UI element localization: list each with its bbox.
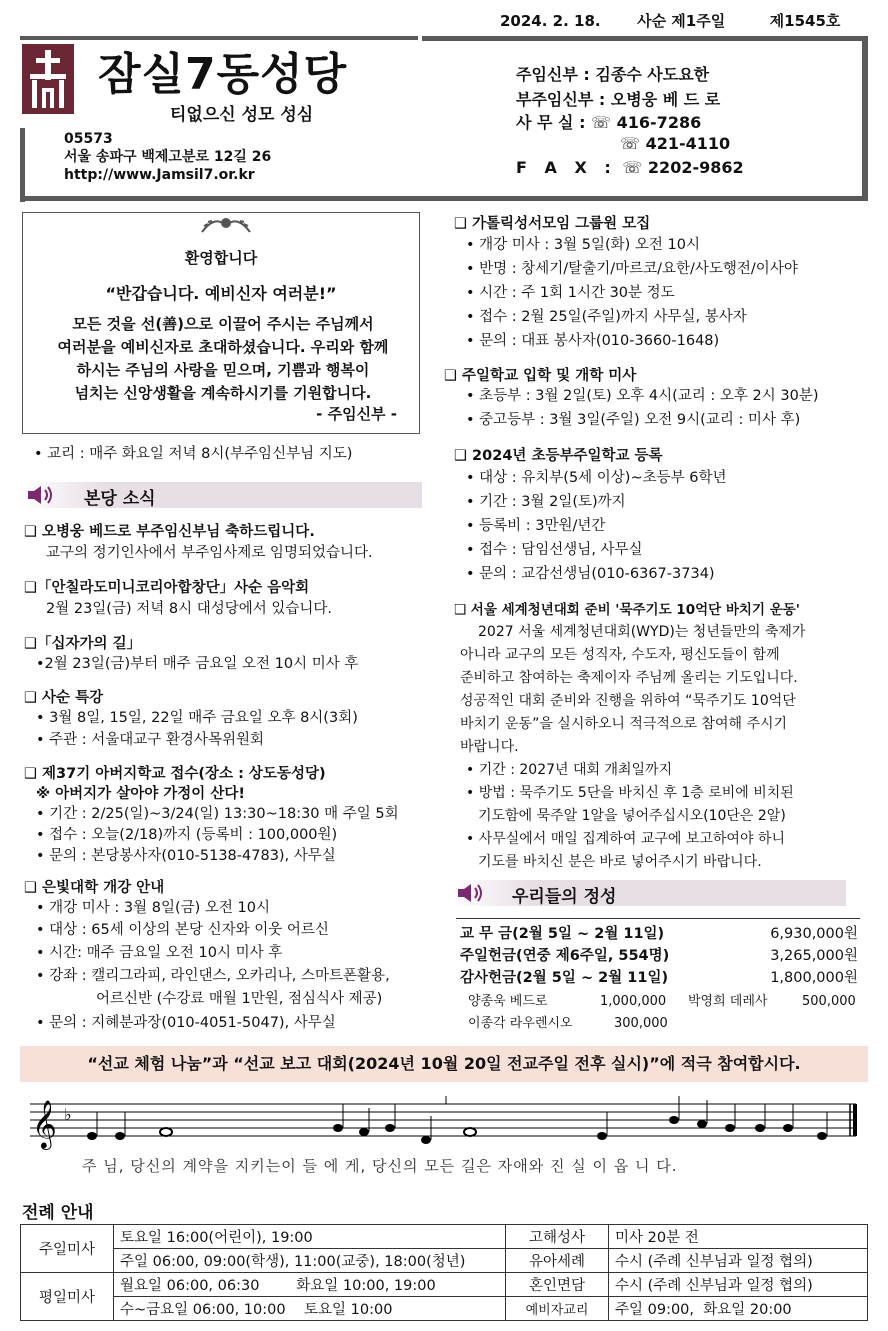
sacrament-info: 주일 09:00, 화요일 20:00 — [609, 1297, 868, 1321]
offering-label — [460, 924, 664, 944]
header-bottom-rule — [20, 196, 868, 201]
welcome-title: 환영합니다 — [184, 249, 258, 267]
news-bullet-cont: 어르신반 (수강료 매월 1만원, 점심식사 제공) — [96, 991, 383, 1007]
welcome-line: 하시는 주님의 사랑을 믿으며, 기쁨과 행복이 — [76, 361, 370, 379]
news-bullet: • 문의 : 지혜분과장(010-4051-5047), 사무실 — [36, 1015, 336, 1031]
liturgy-title: 전례 안내 — [22, 1203, 94, 1223]
news-bullet: • 기간 : 2027년 대회 개최일까지 — [466, 762, 673, 778]
liturgy-label: 주일미사 — [21, 1225, 114, 1273]
news-body: 교구의 정기인사에서 부주임사제로 임명되었습니다. — [46, 545, 373, 561]
news-bullet-cont: 기도를 바치신 분은 바로 넣어주시기 바랍니다. — [478, 854, 762, 870]
sacrament-info: 미사 20분 전 — [609, 1225, 868, 1249]
news-bullet: • 기간 : 2/25(일)~3/24(일) 13:30~18:30 매 주일 5회 — [36, 806, 399, 822]
svg-text:𝄞: 𝄞 — [32, 1099, 57, 1148]
speaker-icon — [26, 484, 52, 506]
issue-line — [500, 10, 880, 31]
table-row — [21, 1249, 868, 1273]
zip-code: 05573 — [64, 131, 113, 147]
sacrament-label: 예비자교리 — [506, 1297, 609, 1321]
news-bullet: • 문의 : 대표 봉사자(010-3660-1648) — [466, 333, 720, 349]
office-line — [516, 110, 701, 133]
table-row — [21, 1297, 868, 1321]
office-phone-2: ☏ 421-4110 — [620, 134, 731, 153]
news-paragraph: 2027 서울 세계청년대회(WYD)는 청년들만의 축제가 — [478, 624, 806, 640]
news-bullet: • 3월 8일, 15일, 22일 매주 금요일 오후 8시(3회) — [36, 710, 358, 726]
sacrament-label: 혼인면담 — [506, 1273, 609, 1297]
news-paragraph: 성공적인 대회 준비와 진행을 위하여 “묵주기도 10억단 — [460, 693, 796, 709]
sacrament-info: 수시 (주례 신부님과 일정 협의) — [609, 1249, 868, 1273]
donor-name: 양종욱 베드로 — [468, 994, 548, 1009]
news-bullet: • 주관 : 서울대교구 환경사목위원회 — [36, 732, 264, 748]
liturgy-table — [20, 1224, 868, 1321]
section-title-parish-news: 본당 소식 — [84, 489, 156, 509]
news-bullet: • 대상 : 65세 이상의 본당 신자와 이웃 어르신 — [36, 922, 329, 938]
laurel-ornament-icon — [196, 214, 256, 234]
news-subtitle: ※ 아버지가 살아야 가정이 산다! — [36, 786, 245, 802]
donor-value: 1,000,000 — [600, 994, 667, 1009]
offering-name: 주일헌금(연중 제6주일, 554명) — [460, 948, 670, 964]
donor-name: 박영희 데레사 — [688, 994, 768, 1009]
sacrament-label: 고해성사 — [506, 1225, 609, 1249]
mission-banner: “선교 체험 나눔”과 “선교 보고 대회(2024년 10월 20일 전교주일 전후 실시)”에 적극 참여합시다. — [20, 1046, 868, 1082]
welcome-box — [22, 212, 420, 434]
address-block — [64, 130, 271, 184]
sacrament-label: 유아세례 — [506, 1249, 609, 1273]
news-title: ❑ 주일학교 입학 및 개학 미사 — [444, 368, 637, 384]
fax-label: F A X : — [516, 158, 617, 177]
news-bullet: • 기간 : 3월 2일(토)까지 — [466, 494, 626, 510]
table-row — [21, 1273, 868, 1297]
news-bullet: • 사무실에서 매일 집계하여 교구에 보고하여야 하니 — [466, 831, 785, 847]
news-title: ❑ 2024년 초등부주일학교 등록 — [454, 448, 663, 464]
news-bullet: • 개강 미사 : 3월 8일(금) 오전 10시 — [36, 900, 270, 916]
fax-line — [516, 158, 744, 177]
section-title-offerings: 우리들의 정성 — [512, 887, 617, 907]
news-bullet: • 접수 : 담임선생님, 사무실 — [466, 542, 643, 558]
psalm-lyrics: 주 님, 당신의 계약을 지키는이 들 에 게, 당신의 모든 길은 자애와 진 실 이 옵 니 다. — [82, 1157, 678, 1175]
donor-name: 이종각 라우렌시오 — [468, 1016, 573, 1031]
fax-number: ☏ 2202-9862 — [622, 158, 744, 177]
news-bullet: • 시간: 매주 금요일 오전 10시 미사 후 — [36, 945, 283, 961]
church-logo-icon — [22, 44, 74, 114]
liturgy-label: 평일미사 — [21, 1273, 114, 1321]
news-bullet: • 시간 : 주 1회 1시간 30분 정도 — [466, 285, 675, 301]
news-paragraph: 바치기 운동”을 실시하오니 적극적으로 참여해 주시기 — [460, 716, 788, 732]
welcome-line: 모든 것을 선(善)으로 이끌어 주시는 주님께서 — [72, 315, 374, 333]
news-bullet: • 방법 : 묵주기도 5단을 바치신 후 1층 로비에 비치된 — [466, 785, 794, 801]
speaker-icon — [456, 882, 482, 904]
welcome-quote: “반갑습니다. 예비신자 여러분!” — [105, 284, 337, 303]
welcome-line: 여러분을 예비신자로 초대하셨습니다. 우리와 함께 — [57, 338, 389, 356]
news-title: ❑ 가톨릭성서모임 그룹원 모집 — [454, 216, 651, 232]
news-bullet: • 개강 미사 : 3월 5일(화) 오전 10시 — [466, 237, 700, 253]
news-bullet: • 등록비 : 3만원/년간 — [466, 518, 606, 534]
catechism-note: • 교리 : 매주 화요일 저녁 8시(부주임신부님 지도) — [34, 446, 353, 462]
news-bullet: • 초등부 : 3월 2일(토) 오후 4시(교리 : 오후 2시 30분) — [466, 388, 819, 404]
church-name: 잠실7동성당 — [98, 49, 348, 100]
table-row — [21, 1225, 868, 1249]
news-title: ❑ 서울 세계청년대회 준비 '묵주기도 10억단 바치기 운동' — [454, 602, 800, 618]
section-bar-parish-news — [22, 482, 422, 508]
offering-value: 1,800,000원 — [770, 970, 858, 986]
donor-value: 300,000 — [614, 1016, 668, 1031]
assistant-line: 부주임신부 : 오병웅 베 드 로 — [516, 90, 721, 109]
offering-value: 3,265,000원 — [770, 948, 858, 964]
news-title: ❑「안칠라도미니코리아합창단」사순 음악회 — [24, 580, 310, 596]
news-paragraph: 아니라 교구의 모든 성직자, 수도자, 평신도들이 함께 — [460, 647, 780, 663]
offering-label — [460, 946, 669, 966]
website-link[interactable]: http://www.Jamsil7.or.kr — [64, 167, 255, 183]
news-title: ❑ 오병웅 베드로 부주임신부님 축하드립니다. — [24, 524, 315, 540]
news-paragraph: 준비하고 참여하는 축제이자 주님께 올리는 기도입니다. — [460, 670, 798, 686]
news-title: ❑ 은빛대학 개강 안내 — [24, 880, 165, 896]
news-bullet: • 접수 : 오늘(2/18)까지 (등록비 : 100,000원) — [36, 827, 338, 843]
liturgy-time: 월요일 06:00, 06:30 화요일 10:00, 19:00 — [114, 1273, 506, 1297]
offering-label — [460, 968, 668, 988]
office-label: 사 무 실 : — [516, 113, 586, 132]
issue-number: 제1545호 — [769, 12, 841, 30]
news-title: ❑「십자가의 길」 — [24, 636, 142, 652]
news-bullet-cont: 기도함에 묵주알 1알을 넣어주십시오(10단은 2알) — [478, 808, 786, 824]
liturgical-week: 사순 제1주일 — [637, 12, 726, 30]
liturgy-time: 토요일 16:00(어린이), 19:00 — [114, 1225, 506, 1249]
offering-name: 감사헌금(2월 5일 ~ 2월 11일) — [460, 970, 669, 986]
issue-date: 2024. 2. 18. — [500, 12, 601, 30]
offering-name: 교 무 금(2월 5일 ~ 2월 11일) — [460, 926, 665, 942]
news-body: 2월 23일(금) 저녁 8시 대성당에서 있습니다. — [46, 601, 332, 617]
street-address: 서울 송파구 백제고분로 12길 26 — [64, 149, 272, 165]
left-rule — [20, 128, 25, 202]
news-bullet: • 반명 : 창세기/탈출기/마르코/요한/사도행전/이사야 — [466, 261, 798, 277]
liturgy-time: 주일 06:00, 09:00(학생), 11:00(교중), 18:00(청년) — [114, 1249, 506, 1273]
donor-value: 500,000 — [802, 994, 856, 1009]
welcome-signature: - 주임신부 - — [316, 405, 397, 423]
news-bullet: • 문의 : 본당봉사자(010-5138-4783), 사무실 — [36, 848, 336, 864]
music-staff — [30, 1094, 860, 1154]
info-box-top-rule — [422, 36, 868, 41]
pastor-line: 주임신부 : 김종수 사도요한 — [516, 65, 710, 84]
patron-name: 티없으신 성모 성심 — [170, 105, 314, 125]
sacrament-info: 수시 (주례 신부님과 일정 협의) — [609, 1273, 868, 1297]
news-bullet: • 문의 : 교감선생님(010-6367-3734) — [466, 566, 715, 582]
news-bullet: • 강좌 : 캘리그라피, 라인댄스, 오카리나, 스마트폰활용, — [36, 968, 390, 984]
news-title: ❑ 사순 특강 — [24, 690, 104, 706]
office-phone-1: ☏ 416-7286 — [591, 113, 702, 132]
liturgy-time: 수~금요일 06:00, 10:00 토요일 10:00 — [114, 1297, 506, 1321]
offering-value: 6,930,000원 — [770, 926, 858, 942]
news-bullet: • 중고등부 : 3월 3일(주일) 오전 9시(교리 : 미사 후) — [466, 412, 801, 428]
info-box-right-rule — [862, 36, 868, 201]
news-title: ❑ 제37기 아버지학교 접수(장소 : 상도동성당) — [24, 766, 326, 782]
news-bullet: • 대상 : 유치부(5세 이상)~초등부 6학년 — [466, 470, 727, 486]
news-body: •2월 23일(금)부터 매주 금요일 오전 10시 미사 후 — [36, 656, 359, 672]
news-paragraph: 바랍니다. — [460, 739, 519, 755]
welcome-body — [43, 313, 403, 405]
svg-text:♭: ♭ — [64, 1105, 72, 1124]
offerings-rule — [456, 918, 860, 919]
news-bullet: • 접수 : 2월 25일(주일)까지 사무실, 봉사자 — [466, 309, 747, 325]
welcome-line: 넘치는 신앙생활을 계속하시기를 기원합니다. — [74, 384, 372, 402]
